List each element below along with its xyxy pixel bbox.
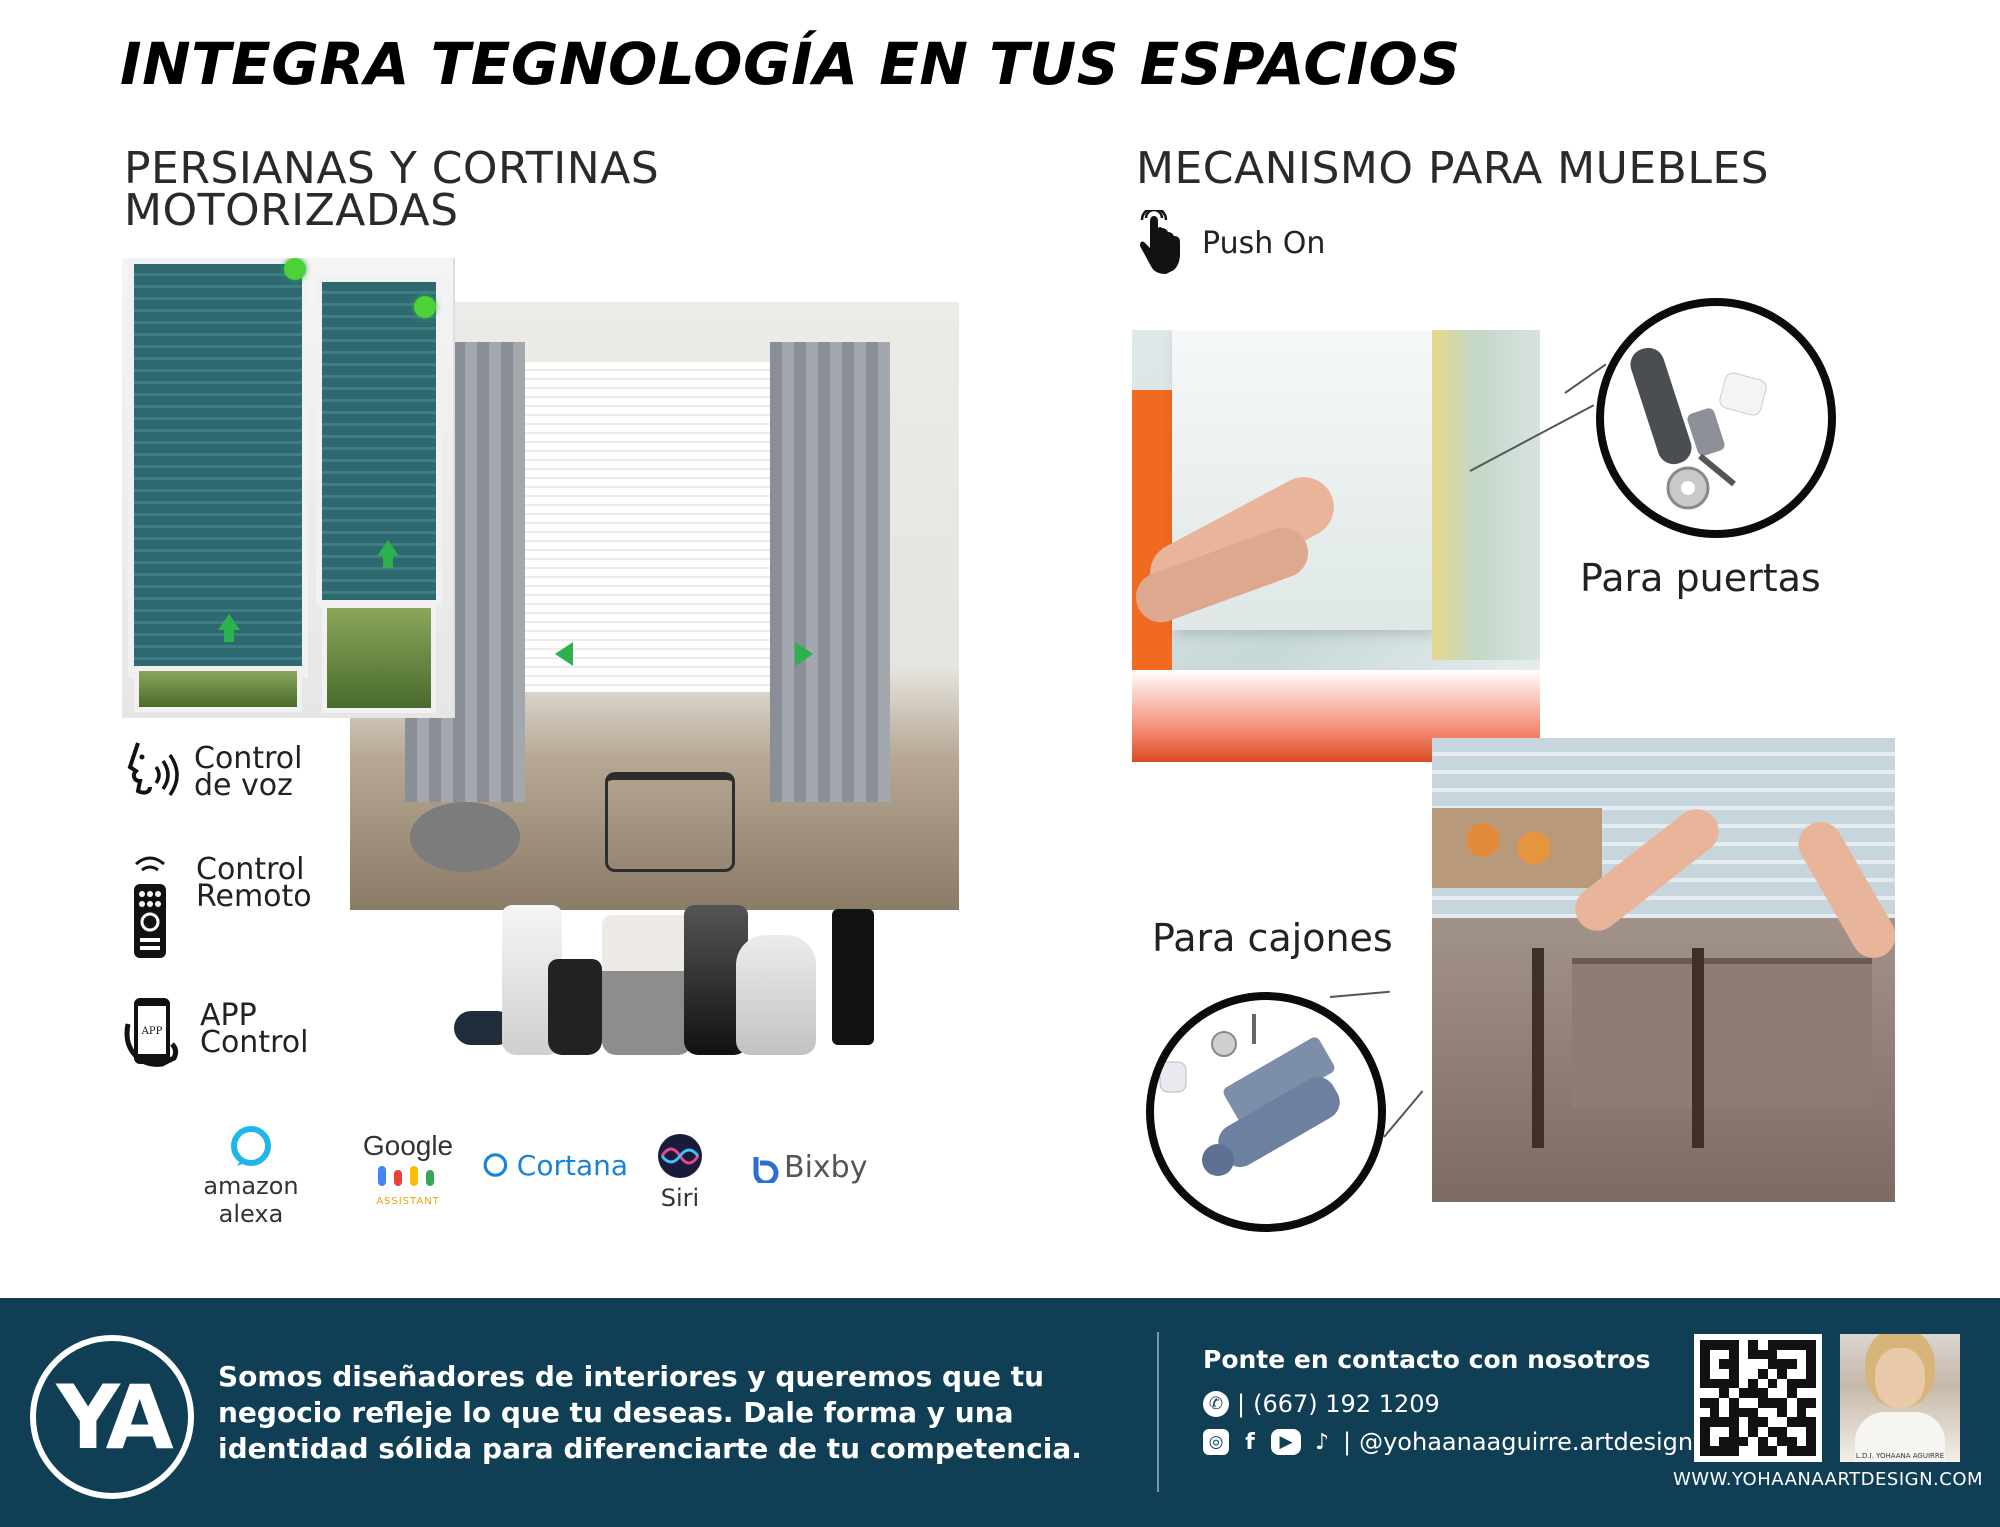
qr-module bbox=[1739, 1427, 1749, 1437]
qr-module bbox=[1710, 1437, 1720, 1447]
assistant-label: Bixby bbox=[784, 1150, 868, 1185]
qr-module bbox=[1777, 1437, 1787, 1447]
qr-module bbox=[1758, 1340, 1768, 1350]
doors-caption: Para puertas bbox=[1580, 556, 1821, 600]
bixby-icon bbox=[750, 1153, 780, 1183]
cabinet-door-photo bbox=[1132, 330, 1540, 762]
svg-text:APP: APP bbox=[141, 1026, 163, 1037]
qr-module bbox=[1748, 1446, 1758, 1456]
qr-module bbox=[1806, 1408, 1816, 1418]
qr-module bbox=[1739, 1340, 1749, 1350]
qr-module bbox=[1739, 1446, 1749, 1456]
qr-module bbox=[1777, 1417, 1787, 1427]
qr-module bbox=[1710, 1446, 1720, 1456]
arrow-up-icon bbox=[218, 614, 240, 630]
qr-module bbox=[1777, 1340, 1787, 1350]
portrait-head bbox=[1875, 1348, 1925, 1408]
qr-module bbox=[1797, 1359, 1807, 1369]
door-push-latch-detail bbox=[1596, 298, 1836, 538]
qr-module bbox=[1710, 1427, 1720, 1437]
qr-module bbox=[1758, 1446, 1768, 1456]
qr-module bbox=[1806, 1340, 1816, 1350]
assistant-google bbox=[362, 1130, 454, 1207]
remote-control-icon bbox=[124, 852, 176, 922]
feature-label: APP Control bbox=[200, 998, 309, 1060]
blinds-title-line1: PERSIANAS Y CORTINAS bbox=[124, 143, 660, 194]
qr-module bbox=[1739, 1398, 1749, 1408]
qr-module bbox=[1758, 1427, 1768, 1437]
qr-module bbox=[1758, 1388, 1768, 1398]
arrow-right-icon bbox=[795, 642, 813, 666]
qr-module bbox=[1806, 1427, 1816, 1437]
glass-shelf bbox=[1432, 330, 1540, 660]
qr-code[interactable] bbox=[1694, 1334, 1822, 1462]
qr-module bbox=[1777, 1369, 1787, 1379]
google-assistant-icon bbox=[368, 1162, 448, 1192]
qr-module bbox=[1719, 1437, 1729, 1447]
qr-module bbox=[1787, 1408, 1797, 1418]
window-garden-left bbox=[134, 666, 302, 712]
qr-module bbox=[1758, 1408, 1768, 1418]
phone-app-icon bbox=[124, 994, 176, 1064]
qr-module bbox=[1787, 1379, 1797, 1389]
qr-module bbox=[1758, 1417, 1768, 1427]
qr-module bbox=[1739, 1388, 1749, 1398]
qr-module bbox=[1797, 1417, 1807, 1427]
qr-code-grid bbox=[1700, 1340, 1816, 1456]
qr-module bbox=[1768, 1417, 1778, 1427]
qr-module bbox=[1777, 1427, 1787, 1437]
whatsapp-icon: ✆ bbox=[1203, 1391, 1229, 1417]
qr-module bbox=[1748, 1437, 1758, 1447]
qr-module bbox=[1797, 1340, 1807, 1350]
qr-module bbox=[1777, 1350, 1787, 1360]
qr-module bbox=[1768, 1446, 1778, 1456]
qr-module bbox=[1797, 1408, 1807, 1418]
siri-icon bbox=[656, 1132, 704, 1180]
qr-module bbox=[1710, 1408, 1720, 1418]
push-on-row bbox=[1136, 210, 1325, 276]
qr-module bbox=[1806, 1379, 1816, 1389]
facebook-icon[interactable]: f bbox=[1245, 1429, 1255, 1455]
qr-module bbox=[1729, 1417, 1739, 1427]
qr-module bbox=[1806, 1437, 1816, 1447]
feature-label: Control Remoto bbox=[196, 852, 312, 914]
qr-module bbox=[1729, 1398, 1739, 1408]
qr-module bbox=[1700, 1417, 1710, 1427]
qr-module bbox=[1758, 1379, 1768, 1389]
qr-module bbox=[1768, 1350, 1778, 1360]
drawers-caption: Para cajones bbox=[1152, 916, 1393, 960]
assistant-label: amazon alexa bbox=[203, 1172, 299, 1228]
designer-portrait bbox=[1840, 1334, 1960, 1462]
qr-module bbox=[1777, 1408, 1787, 1418]
qr-module bbox=[1787, 1417, 1797, 1427]
qr-module bbox=[1729, 1437, 1739, 1447]
fruit-bowl bbox=[1432, 808, 1602, 888]
qr-module bbox=[1758, 1369, 1768, 1379]
qr-module bbox=[1758, 1437, 1768, 1447]
qr-module bbox=[1806, 1398, 1816, 1408]
qr-module bbox=[1729, 1350, 1739, 1360]
right-curtain bbox=[770, 342, 890, 802]
qr-module bbox=[1739, 1417, 1749, 1427]
qr-module bbox=[1787, 1369, 1797, 1379]
qr-module bbox=[1719, 1427, 1729, 1437]
callout-line bbox=[1383, 1090, 1423, 1137]
qr-module bbox=[1768, 1340, 1778, 1350]
qr-module bbox=[1768, 1408, 1778, 1418]
qr-module bbox=[1739, 1359, 1749, 1369]
page-title: INTEGRA TEGNOLOGÍA EN TUS ESPACIOS bbox=[120, 30, 1461, 98]
qr-module bbox=[1797, 1398, 1807, 1408]
qr-module bbox=[1748, 1388, 1758, 1398]
qr-module bbox=[1739, 1350, 1749, 1360]
qr-module bbox=[1710, 1379, 1720, 1389]
qr-module bbox=[1700, 1359, 1710, 1369]
qr-module bbox=[1710, 1398, 1720, 1408]
qr-module bbox=[1719, 1398, 1729, 1408]
qr-module bbox=[1710, 1340, 1720, 1350]
qr-module bbox=[1787, 1437, 1797, 1447]
qr-module bbox=[1797, 1446, 1807, 1456]
qr-module bbox=[1806, 1388, 1816, 1398]
feature-label: Control de voz bbox=[194, 741, 303, 803]
qr-module bbox=[1797, 1369, 1807, 1379]
qr-module bbox=[1719, 1340, 1729, 1350]
pouf bbox=[410, 802, 520, 872]
qr-module bbox=[1729, 1408, 1739, 1418]
instagram-icon[interactable]: ◎ bbox=[1203, 1429, 1229, 1455]
contact-title: Ponte en contacto con nosotros bbox=[1203, 1345, 1651, 1374]
blind-remote bbox=[832, 909, 874, 1045]
qr-module bbox=[1806, 1359, 1816, 1369]
smart-speakers-group bbox=[454, 875, 884, 1055]
qr-module bbox=[1777, 1398, 1787, 1408]
qr-module bbox=[1719, 1446, 1729, 1456]
coffee-table bbox=[605, 772, 735, 872]
qr-module bbox=[1797, 1437, 1807, 1447]
qr-module bbox=[1700, 1350, 1710, 1360]
footer bbox=[0, 1298, 2000, 1527]
touch-hand-icon bbox=[1136, 210, 1182, 276]
footer-divider bbox=[1157, 1332, 1159, 1492]
qr-module bbox=[1768, 1398, 1778, 1408]
qr-module bbox=[1719, 1408, 1729, 1418]
feature-app-control bbox=[124, 994, 308, 1064]
qr-module bbox=[1700, 1388, 1710, 1398]
qr-module bbox=[1797, 1379, 1807, 1389]
qr-module bbox=[1787, 1340, 1797, 1350]
phone-number[interactable]: (667) 192 1209 bbox=[1253, 1390, 1440, 1418]
qr-module bbox=[1748, 1340, 1758, 1350]
qr-module bbox=[1719, 1359, 1729, 1369]
qr-module bbox=[1739, 1379, 1749, 1389]
assistant-alexa bbox=[178, 1124, 324, 1228]
qr-module bbox=[1748, 1427, 1758, 1437]
feature-voice-control bbox=[124, 737, 302, 807]
youtube-icon[interactable]: ▶ bbox=[1271, 1429, 1301, 1455]
google-wordmark: Google bbox=[362, 1130, 454, 1161]
qr-module bbox=[1787, 1446, 1797, 1456]
qr-module bbox=[1777, 1379, 1787, 1389]
assistant-label: Siri bbox=[660, 1184, 700, 1212]
assistant-siri bbox=[654, 1132, 706, 1212]
qr-module bbox=[1787, 1427, 1797, 1437]
qr-module bbox=[1787, 1398, 1797, 1408]
alexa-icon bbox=[229, 1124, 273, 1168]
drawer-front bbox=[1572, 958, 1872, 1108]
qr-module bbox=[1797, 1388, 1807, 1398]
portrait-caption: L.D.I. YOHAANA AGUIRRE bbox=[1855, 1452, 1945, 1460]
arrow-up-icon bbox=[377, 540, 399, 556]
qr-module bbox=[1729, 1369, 1739, 1379]
footer-tagline: Somos diseñadores de interiores y queremos que tu negocio refleje lo que tu deseas. Dale forma y una identidad sólida para diferenciarte de tu competencia. bbox=[218, 1360, 1082, 1465]
qr-module bbox=[1777, 1446, 1787, 1456]
qr-module bbox=[1758, 1398, 1768, 1408]
qr-module bbox=[1797, 1350, 1807, 1360]
qr-module bbox=[1729, 1340, 1739, 1350]
qr-module bbox=[1719, 1350, 1729, 1360]
qr-module bbox=[1768, 1369, 1778, 1379]
qr-module bbox=[1768, 1388, 1778, 1398]
tiktok-icon[interactable]: ♪ bbox=[1314, 1429, 1330, 1455]
qr-module bbox=[1719, 1379, 1729, 1389]
qr-module bbox=[1806, 1369, 1816, 1379]
qr-module bbox=[1700, 1369, 1710, 1379]
qr-module bbox=[1777, 1359, 1787, 1369]
qr-module bbox=[1768, 1359, 1778, 1369]
brand-logo bbox=[30, 1335, 194, 1499]
feature-remote-control bbox=[124, 852, 312, 922]
motorized-blinds-photo bbox=[122, 258, 455, 718]
social-handle[interactable]: @yohaanaaguirre.artdesign bbox=[1359, 1428, 1694, 1456]
blind-right bbox=[316, 276, 442, 606]
qr-module bbox=[1729, 1427, 1739, 1437]
qr-module bbox=[1748, 1350, 1758, 1360]
drawer-push-latch-detail bbox=[1146, 992, 1386, 1232]
echo-small bbox=[548, 959, 602, 1055]
qr-module bbox=[1768, 1379, 1778, 1389]
separator: | bbox=[1343, 1428, 1352, 1456]
qr-module bbox=[1710, 1359, 1720, 1369]
qr-module bbox=[1700, 1446, 1710, 1456]
push-on-label: Push On bbox=[1202, 225, 1326, 261]
assistant-label: Cortana bbox=[516, 1148, 628, 1182]
qr-module bbox=[1797, 1427, 1807, 1437]
qr-module bbox=[1768, 1427, 1778, 1437]
brand-logo-text: YA bbox=[56, 1365, 168, 1469]
qr-module bbox=[1729, 1446, 1739, 1456]
qr-module bbox=[1710, 1369, 1720, 1379]
kitchen-drawer-photo bbox=[1432, 738, 1895, 1202]
cortana-icon bbox=[482, 1148, 509, 1182]
qr-module bbox=[1719, 1369, 1729, 1379]
qr-module bbox=[1806, 1417, 1816, 1427]
separator: | bbox=[1237, 1390, 1246, 1418]
qr-module bbox=[1739, 1408, 1749, 1418]
push-latch-icon bbox=[1604, 306, 1828, 530]
qr-module bbox=[1729, 1359, 1739, 1369]
qr-module bbox=[1748, 1379, 1758, 1389]
qr-module bbox=[1710, 1350, 1720, 1360]
qr-module bbox=[1806, 1446, 1816, 1456]
qr-module bbox=[1787, 1388, 1797, 1398]
qr-module bbox=[1700, 1427, 1710, 1437]
motor-indicator-icon bbox=[284, 258, 306, 280]
qr-module bbox=[1710, 1388, 1720, 1398]
assistant-cortana bbox=[482, 1148, 628, 1182]
voice-control-icon bbox=[124, 737, 176, 807]
qr-module bbox=[1787, 1350, 1797, 1360]
drawer-handle bbox=[1532, 948, 1544, 1148]
qr-module bbox=[1700, 1379, 1710, 1389]
qr-module bbox=[1739, 1437, 1749, 1447]
qr-module bbox=[1719, 1388, 1729, 1398]
qr-module bbox=[1777, 1388, 1787, 1398]
qr-module bbox=[1700, 1398, 1710, 1408]
blinds-section-title bbox=[124, 143, 660, 236]
assistant-bixby bbox=[750, 1150, 870, 1185]
qr-module bbox=[1729, 1388, 1739, 1398]
qr-module bbox=[1787, 1359, 1797, 1369]
google-home bbox=[602, 915, 692, 1055]
callout-line bbox=[1330, 991, 1390, 998]
window-garden-right bbox=[322, 603, 436, 713]
qr-module bbox=[1700, 1437, 1710, 1447]
website-link[interactable]: WWW.YOHAANAARTDESIGN.COM bbox=[1673, 1469, 1984, 1490]
qr-module bbox=[1758, 1359, 1768, 1369]
social-row[interactable] bbox=[1203, 1428, 1693, 1456]
qr-module bbox=[1710, 1417, 1720, 1427]
orange-panel bbox=[1132, 390, 1172, 690]
qr-module bbox=[1739, 1369, 1749, 1379]
drawer-handle bbox=[1692, 948, 1704, 1148]
qr-module bbox=[1768, 1437, 1778, 1447]
qr-module bbox=[1729, 1379, 1739, 1389]
qr-module bbox=[1719, 1417, 1729, 1427]
qr-module bbox=[1748, 1398, 1758, 1408]
qr-module bbox=[1748, 1408, 1758, 1418]
motor-indicator-icon bbox=[414, 296, 436, 318]
qr-module bbox=[1748, 1369, 1758, 1379]
qr-module bbox=[1700, 1340, 1710, 1350]
qr-module bbox=[1748, 1359, 1758, 1369]
phone-row[interactable] bbox=[1203, 1390, 1440, 1418]
arrow-left-icon bbox=[555, 642, 573, 666]
homepod bbox=[736, 935, 816, 1055]
qr-module bbox=[1806, 1350, 1816, 1360]
qr-module bbox=[1700, 1408, 1710, 1418]
blinds-title-line2: MOTORIZADAS bbox=[124, 185, 459, 236]
qr-module bbox=[1758, 1350, 1768, 1360]
drawer-latch-icon bbox=[1154, 1000, 1378, 1224]
furniture-section-title: MECANISMO PARA MUEBLES bbox=[1136, 143, 1770, 194]
google-assistant-sublabel: ASSISTANT bbox=[376, 1196, 440, 1207]
qr-module bbox=[1748, 1417, 1758, 1427]
